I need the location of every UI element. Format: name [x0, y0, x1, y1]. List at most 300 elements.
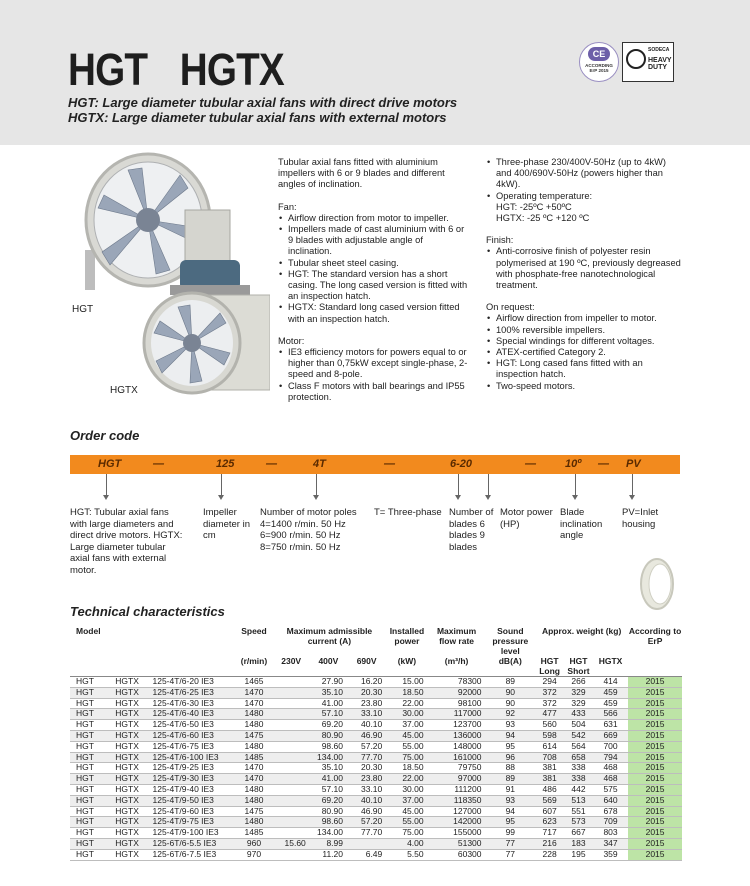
table-cell: 667 — [571, 827, 586, 838]
table-cell: 381 — [535, 774, 564, 785]
table-cell: 57.20 — [347, 817, 386, 828]
table-cell: 216 — [535, 838, 564, 849]
arrow-icon — [316, 474, 317, 496]
table-cell: 125-4T/9-75 IE3 — [146, 817, 235, 828]
table-cell: 75.00 — [402, 827, 424, 838]
label-hgt: HGT — [72, 304, 94, 315]
erp-cell: 2015 — [628, 720, 682, 731]
table-cell: 91 — [505, 783, 516, 794]
table-cell: 598 — [535, 730, 564, 741]
table-cell: 127000 — [453, 805, 482, 816]
table-cell: 77.70 — [360, 827, 383, 838]
table-cell: HGTX — [109, 795, 146, 806]
ce-erp-badge — [579, 42, 619, 82]
table-cell: HGT — [76, 762, 94, 773]
tech-table-body — [70, 677, 682, 861]
table-cell: 15.60 — [273, 838, 310, 849]
list-item: • Impellers made of cast aluminium with 6 or 9 blades with adjustable angle of inclination. — [278, 224, 468, 258]
table-cell: 57.20 — [360, 740, 383, 751]
table-cell: 93 — [505, 719, 516, 730]
table-cell: 92 — [486, 709, 536, 720]
col-sound: Sound pressure level — [492, 626, 529, 656]
table-cell: 97000 — [428, 774, 486, 785]
table-cell: 960 — [235, 838, 272, 849]
table-cell: 504 — [571, 719, 586, 730]
erp-cell: 2015 — [628, 774, 682, 785]
table-cell: 125-4T/9-50 IE3 — [146, 795, 235, 806]
col-690v: 690V — [356, 656, 377, 666]
erp-cell: 2015 — [628, 838, 682, 849]
temp-hgt: HGT: -25ºC +50ºC — [496, 201, 572, 212]
erp-cell: 2015 — [628, 687, 682, 698]
table-cell: 1480 — [244, 783, 264, 794]
erp-cell: 2015 — [628, 698, 682, 709]
table-cell: 69.20 — [321, 719, 343, 730]
temp-hgtx: HGTX: -25 ºC +120 ºC — [496, 213, 590, 224]
table-cell: 57.10 — [310, 709, 347, 720]
table-cell: 459 — [603, 697, 618, 708]
erp-cell: 2015 — [628, 849, 682, 860]
table-cell: 98100 — [457, 697, 482, 708]
arrow-icon — [221, 474, 222, 496]
erp-cell: 2015 — [628, 677, 682, 688]
table-cell: HGT — [76, 827, 94, 838]
table-cell: 1480 — [244, 719, 264, 730]
table-cell: 90 — [486, 687, 536, 698]
table-cell: HGT — [76, 783, 94, 794]
finish-list — [486, 246, 681, 291]
table-cell: HGTX — [109, 752, 146, 763]
table-cell: HGT — [76, 740, 94, 751]
fan-list — [278, 213, 468, 325]
col-speed: Speed — [241, 626, 267, 636]
table-cell: 98.60 — [310, 817, 347, 828]
col-power-unit: (kW) — [397, 656, 417, 666]
table-cell: 125-4T/6-30 IE3 — [152, 697, 214, 708]
table-cell: 228 — [542, 848, 557, 859]
code-dash: — — [598, 458, 609, 470]
table-cell — [273, 730, 310, 741]
table-row — [70, 838, 682, 849]
title-hgt: HGT — [68, 44, 148, 95]
list-item: • Class F motors with ball bearings and IP55 protection. — [278, 381, 468, 403]
table-cell: 94 — [505, 805, 516, 816]
table-row — [70, 752, 682, 763]
arrow-icon — [488, 474, 489, 496]
table-cell: 607 — [542, 805, 557, 816]
table-cell: HGT — [76, 676, 94, 686]
table-row — [70, 817, 682, 828]
arrow-icon — [575, 474, 576, 496]
list-item: • IE3 efficiency motors for powers equal to or higher than 0,75kW except single-phase, 2-speed and 8-pole. — [278, 347, 468, 381]
table-cell: HGT — [76, 848, 94, 859]
table-cell: 117000 — [428, 709, 486, 720]
table-cell: HGTX — [109, 774, 146, 785]
table-cell: 40.10 — [347, 795, 386, 806]
table-cell: 1480 — [244, 740, 264, 751]
col-sound-unit: dB(A) — [498, 656, 522, 666]
table-cell: 57.10 — [321, 783, 343, 794]
table-cell: HGTX — [115, 827, 139, 838]
table-cell: 125-4T/6-60 IE3 — [146, 730, 235, 741]
table-cell: 551 — [571, 805, 586, 816]
table-cell: 125-4T/6-20 IE3 — [152, 676, 214, 686]
list-item: • Anti-corrosive finish of polyester resin polymerised at 190 ºC, previously degreased with phosphate-free nanotechnological treatment. — [486, 246, 681, 291]
table-cell: 125-4T/9-25 IE3 — [152, 762, 214, 773]
col-erp: According to ErP — [628, 626, 682, 646]
table-cell: 573 — [564, 817, 593, 828]
heavy-duty-text: HEAVY DUTY — [648, 57, 672, 71]
table-cell: 95 — [505, 740, 516, 751]
col-hgt-short: HGT Short — [567, 656, 590, 676]
table-cell: 89 — [486, 774, 536, 785]
desc-phase: T= Three-phase — [374, 507, 442, 518]
table-cell: 77 — [505, 848, 516, 859]
table-cell: 98.60 — [321, 740, 343, 751]
table-cell: 23.80 — [347, 774, 386, 785]
table-cell: 1475 — [235, 730, 272, 741]
order-code-bar — [70, 455, 680, 474]
table-cell: 77 — [486, 838, 536, 849]
col-flow-unit: (m³/h) — [444, 656, 469, 666]
list-item: • HGT: The standard version has a short casing. The long cased version is fitted with an inspection hatch. — [278, 269, 468, 303]
table-cell: 45.00 — [386, 730, 427, 741]
table-cell: 134.00 — [310, 752, 347, 763]
table-cell: HGTX — [115, 697, 139, 708]
page-title — [68, 44, 317, 96]
desc-power: Motor power (HP) — [500, 507, 553, 530]
table-cell: HGT — [76, 805, 94, 816]
code-housing: PV — [626, 458, 641, 470]
order-code-heading: Order code — [70, 428, 140, 443]
ce-mark: CE — [588, 47, 610, 61]
list-item: • Tubular sheet steel casing. — [278, 258, 468, 269]
table-cell: 372 — [535, 687, 564, 698]
table-row — [70, 795, 682, 806]
table-cell: HGTX — [109, 730, 146, 741]
col-current: Maximum admissible current (A) — [286, 626, 373, 646]
table-cell: HGTX — [115, 676, 139, 686]
table-cell: 640 — [593, 795, 628, 806]
table-cell: 37.00 — [402, 719, 424, 730]
table-cell: 294 — [542, 676, 557, 686]
table-cell: 459 — [593, 687, 628, 698]
table-cell: 99 — [505, 827, 516, 838]
col-power: Installed power — [389, 626, 425, 646]
tech-heading: Technical characteristics — [70, 604, 225, 619]
table-cell — [273, 774, 310, 785]
table-cell: 803 — [603, 827, 618, 838]
table-cell: 6.49 — [365, 848, 383, 859]
table-cell: 614 — [542, 740, 557, 751]
motor-list — [278, 347, 468, 403]
table-cell: 27.90 — [321, 676, 343, 686]
table-cell: HGT — [70, 774, 109, 785]
table-cell: 329 — [564, 687, 593, 698]
table-cell: 372 — [542, 697, 557, 708]
table-cell: HGT — [70, 730, 109, 741]
table-cell: 125-4T/9-100 IE3 — [152, 827, 219, 838]
table-cell: 560 — [542, 719, 557, 730]
table-cell — [273, 806, 310, 817]
table-cell: 4.00 — [386, 838, 427, 849]
table-row — [70, 763, 682, 774]
table-cell: HGTX — [115, 719, 139, 730]
table-cell: 414 — [603, 676, 618, 686]
table-cell: 79750 — [457, 762, 482, 773]
table-cell: 623 — [535, 817, 564, 828]
list-item: • Operating temperature: — [486, 191, 681, 202]
table-cell: 266 — [571, 676, 586, 686]
table-cell: 95 — [486, 817, 536, 828]
table-cell: 18.50 — [402, 762, 424, 773]
table-cell: 125-4T/9-30 IE3 — [146, 774, 235, 785]
table-cell — [273, 752, 310, 763]
motor-heading: Motor: — [278, 335, 305, 346]
code-poles: 4T — [313, 458, 326, 470]
table-cell — [273, 720, 310, 731]
fan-heading: Fan: — [278, 201, 297, 212]
table-cell: 658 — [564, 752, 593, 763]
table-cell: HGTX — [109, 687, 146, 698]
table-cell: HGTX — [115, 783, 139, 794]
table-cell: 80.90 — [321, 805, 343, 816]
table-cell: 118350 — [428, 795, 486, 806]
table-cell: 717 — [542, 827, 557, 838]
table-cell: HGTX — [109, 709, 146, 720]
table-cell: 468 — [593, 774, 628, 785]
table-cell: 338 — [564, 774, 593, 785]
table-cell: 55.00 — [402, 740, 424, 751]
table-cell: 30.00 — [386, 709, 427, 720]
erp-cell: 2015 — [628, 806, 682, 817]
table-cell: 16.20 — [360, 676, 383, 686]
erp-cell: 2015 — [628, 817, 682, 828]
table-cell: 700 — [603, 740, 618, 751]
table-cell: 513 — [564, 795, 593, 806]
table-cell: 794 — [593, 752, 628, 763]
table-cell: 60300 — [457, 848, 482, 859]
table-cell: 55.00 — [386, 817, 427, 828]
table-cell: 94 — [486, 730, 536, 741]
table-cell: 970 — [246, 848, 262, 859]
code-dash: — — [153, 458, 164, 470]
col-400v: 400V — [318, 656, 339, 666]
table-cell: 125-4T/9-40 IE3 — [152, 783, 214, 794]
table-cell: HGTX — [115, 805, 139, 816]
table-cell: 442 — [571, 783, 586, 794]
table-cell: 123700 — [453, 719, 482, 730]
table-cell: 77.70 — [347, 752, 386, 763]
table-cell: 1480 — [235, 817, 272, 828]
table-cell: 155000 — [453, 827, 482, 838]
table-cell: HGTX — [115, 740, 139, 751]
table-cell: 41.00 — [310, 774, 347, 785]
table-cell: 93 — [486, 795, 536, 806]
table-cell: 125-6T/6-5.5 IE3 — [146, 838, 235, 849]
list-item: • 100% reversible impellers. — [486, 325, 681, 336]
table-cell: 359 — [603, 848, 618, 859]
table-cell: 136000 — [428, 730, 486, 741]
table-cell: 8.99 — [310, 838, 347, 849]
request-heading: On request: — [486, 302, 535, 313]
col-model: Model — [76, 626, 101, 636]
table-cell: 69.20 — [310, 795, 347, 806]
desc-angle: Blade inclination angle — [560, 507, 603, 541]
table-cell: 195 — [571, 848, 586, 859]
table-cell: 709 — [593, 817, 628, 828]
table-cell: 33.10 — [347, 709, 386, 720]
brand-text: SODECA — [648, 47, 670, 53]
table-cell: 564 — [571, 740, 586, 751]
table-cell: 338 — [571, 762, 586, 773]
table-cell: 433 — [564, 709, 593, 720]
table-cell — [273, 817, 310, 828]
table-cell: HGT — [70, 752, 109, 763]
table-cell: 1470 — [235, 687, 272, 698]
table-cell: 20.30 — [347, 687, 386, 698]
table-cell: HGT — [76, 719, 94, 730]
col-hgt-long: HGT Long — [539, 656, 560, 676]
table-cell: HGTX — [115, 762, 139, 773]
table-cell: 11.20 — [322, 848, 343, 859]
table-row — [70, 849, 682, 860]
table-row — [70, 741, 682, 752]
table-cell: 1480 — [235, 709, 272, 720]
label-hgtx: HGTX — [110, 385, 138, 396]
table-cell — [273, 677, 310, 688]
table-cell: HGTX — [109, 838, 146, 849]
table-row — [70, 709, 682, 720]
description-column-2 — [486, 157, 681, 392]
table-cell: 1480 — [235, 795, 272, 806]
table-cell: 125-4T/6-100 IE3 — [146, 752, 235, 763]
table-cell: 37.00 — [386, 795, 427, 806]
col-230v: 230V — [281, 656, 302, 666]
table-cell: HGT — [70, 817, 109, 828]
hgtx-fan-image — [140, 255, 270, 395]
table-cell: 35.10 — [310, 687, 347, 698]
table-cell: 486 — [542, 783, 557, 794]
table-cell: HGT — [70, 687, 109, 698]
code-diameter: 125 — [216, 458, 235, 470]
desc-blades: Number of blades 6 blades 9 blades — [449, 507, 494, 553]
table-cell: 41.00 — [321, 697, 343, 708]
table-cell: 90 — [505, 697, 516, 708]
list-item: • Two-speed motors. — [486, 381, 681, 392]
table-row — [70, 677, 682, 688]
erp-cell: 2015 — [628, 763, 682, 774]
table-cell: 669 — [593, 730, 628, 741]
table-cell — [347, 838, 386, 849]
table-cell: 183 — [564, 838, 593, 849]
list-item: • HGTX: Standard long cased version fitted with an inspection hatch. — [278, 302, 468, 324]
desc-pv: PV=Inlet housing — [622, 507, 659, 530]
col-speed-unit: (r/min) — [240, 656, 268, 666]
table-cell: HGT — [76, 697, 94, 708]
table-cell: 148000 — [453, 740, 482, 751]
ce-badge-text: ACCORDING ErP 2015 — [585, 63, 613, 73]
description-column-1 — [278, 157, 468, 403]
list-item: • Three-phase 230/400V-50Hz (up to 4kW) and 400/690V-50Hz (powers higher than 4kW). — [486, 157, 681, 191]
list-item: • Airflow direction from impeller to motor. — [486, 313, 681, 324]
table-cell: 125-4T/6-40 IE3 — [146, 709, 235, 720]
table-cell: HGTX — [115, 848, 139, 859]
table-cell — [273, 849, 310, 860]
list-item: • Special windings for different voltages. — [486, 336, 681, 347]
table-cell: 347 — [593, 838, 628, 849]
table-row — [70, 698, 682, 709]
table-cell: 35.10 — [321, 762, 343, 773]
table-cell — [273, 709, 310, 720]
table-cell: 46.90 — [347, 730, 386, 741]
table-cell — [273, 687, 310, 698]
table-cell: 22.00 — [386, 774, 427, 785]
inlet-housing-image — [638, 556, 676, 612]
erp-cell: 2015 — [628, 741, 682, 752]
erp-cell: 2015 — [628, 795, 682, 806]
code-blades-power: 6-20 — [450, 458, 473, 470]
table-cell: 161000 — [428, 752, 486, 763]
table-cell: 51300 — [428, 838, 486, 849]
request-list — [486, 313, 681, 391]
list-item: • HGT: Long cased fans fitted with an inspection hatch. — [486, 358, 681, 380]
table-cell: 125-4T/6-75 IE3 — [152, 740, 214, 751]
intro-text: Tubular axial fans fitted with aluminium impellers with 6 or 9 blades and different angles of inclination. — [278, 157, 445, 190]
code-model: HGT — [98, 458, 122, 470]
table-cell: 678 — [603, 805, 618, 816]
table-cell: 477 — [535, 709, 564, 720]
arrow-icon — [458, 474, 459, 496]
erp-cell: 2015 — [628, 828, 682, 839]
table-row — [70, 720, 682, 731]
table-cell: 40.10 — [360, 719, 383, 730]
code-dash: — — [384, 458, 395, 470]
table-cell: HGT — [70, 795, 109, 806]
table-row — [70, 806, 682, 817]
table-cell: 96 — [486, 752, 536, 763]
table-row — [70, 730, 682, 741]
table-cell: 89 — [505, 676, 516, 686]
table-cell — [273, 741, 310, 752]
list-item: • ATEX-certified Category 2. — [486, 347, 681, 358]
table-cell: 23.80 — [360, 697, 383, 708]
table-cell: 569 — [535, 795, 564, 806]
tech-table — [70, 626, 682, 861]
table-cell: 45.00 — [402, 805, 424, 816]
table-cell: 381 — [542, 762, 557, 773]
heavy-duty-badge — [622, 42, 674, 82]
col-weight: Approx. weight (kg) — [541, 626, 622, 636]
table-cell: 329 — [571, 697, 586, 708]
col-flow: Maximum flow rate — [436, 626, 477, 646]
table-cell: 80.90 — [310, 730, 347, 741]
title-hgtx: HGTX — [179, 44, 284, 95]
subtitle-hgtx: HGTX: Large diameter tubular axial fans with external motors — [68, 110, 447, 125]
table-cell: 1470 — [244, 762, 264, 773]
fan-logo-icon — [626, 49, 646, 69]
finish-heading: Finish: — [486, 235, 514, 246]
table-cell: 566 — [593, 709, 628, 720]
table-cell: 125-4T/6-25 IE3 — [146, 687, 235, 698]
header-band — [0, 0, 750, 145]
erp-cell: 2015 — [628, 784, 682, 795]
subtitle-hgt: HGT: Large diameter tubular axial fans with direct drive motors — [68, 95, 458, 110]
table-cell: 30.00 — [402, 783, 424, 794]
table-cell: HGTX — [109, 817, 146, 828]
desc-model: HGT: Tubular axial fans with large diameters and direct drive motors. HGTX: Large diameter tubular axial fans with external motor. — [70, 507, 183, 576]
table-cell: 1465 — [244, 676, 264, 686]
